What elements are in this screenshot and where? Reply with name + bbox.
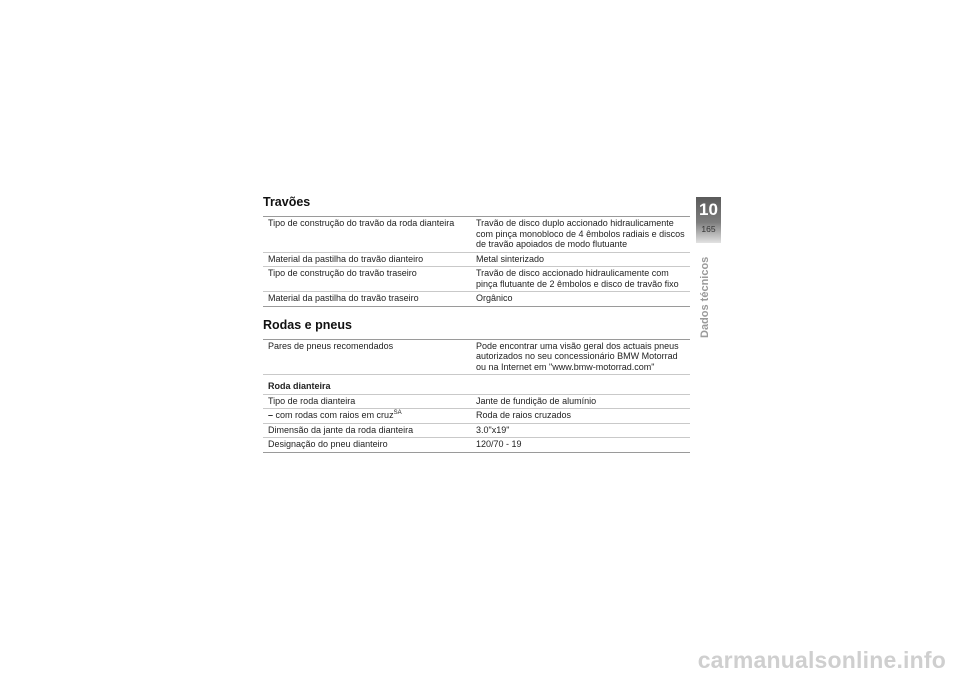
table-row bbox=[263, 292, 690, 307]
section-heading-wheels: Rodas e pneus bbox=[263, 317, 352, 332]
table-row bbox=[263, 409, 690, 424]
row-value: 3.0"x19" bbox=[471, 423, 690, 438]
option-label-text: com rodas com raios em cruz bbox=[275, 410, 394, 420]
row-value: Orgânico bbox=[471, 292, 690, 307]
row-label: Material da pastilha do travão traseiro bbox=[263, 292, 471, 307]
row-value: Jante de fundição de alumínio bbox=[471, 394, 690, 409]
brakes-table bbox=[263, 216, 690, 307]
row-value: 120/70 - 19 bbox=[471, 438, 690, 453]
row-label: Tipo de construção do travão traseiro bbox=[263, 267, 471, 292]
table-row bbox=[263, 339, 690, 375]
content-area bbox=[263, 195, 690, 453]
row-value: Travão de disco accionado hidraulicamente com pinça flutuante de 2 êmbolos e disco de travão fixo bbox=[471, 267, 690, 292]
table-row bbox=[263, 394, 690, 409]
table-row bbox=[263, 438, 690, 453]
row-value: Travão de disco duplo accionado hidraulicamente com pinça monobloco de 4 êmbolos radiais e discos de travão apoiados de modo flutuante bbox=[471, 217, 690, 253]
row-label: Designação do pneu dianteiro bbox=[263, 438, 471, 453]
table-row bbox=[263, 267, 690, 292]
subheading-front-wheel: Roda dianteira bbox=[263, 375, 690, 395]
row-label: Tipo de roda dianteira bbox=[263, 394, 471, 409]
watermark: carmanualsonline.info bbox=[697, 647, 946, 673]
row-label: Dimensão da jante da roda dianteira bbox=[263, 423, 471, 438]
option-sup: SA bbox=[393, 410, 402, 416]
row-label: Material da pastilha do travão dianteiro bbox=[263, 252, 471, 267]
row-label-option bbox=[263, 409, 471, 424]
row-label: Pares de pneus recomendados bbox=[263, 339, 471, 375]
row-label: Tipo de construção do travão da roda dianteira bbox=[263, 217, 471, 253]
wheels-table bbox=[263, 339, 690, 453]
page-number: 165 bbox=[701, 224, 716, 234]
row-value: Roda de raios cruzados bbox=[471, 409, 690, 424]
section-heading-brakes: Travões bbox=[263, 195, 311, 209]
row-value: Metal sinterizado bbox=[471, 252, 690, 267]
table-row bbox=[263, 252, 690, 267]
dash-bullet-icon: – bbox=[268, 410, 274, 420]
table-row bbox=[263, 217, 690, 253]
table-row bbox=[263, 423, 690, 438]
row-value: Pode encontrar uma visão geral dos actuais pneus autorizados no seu concessionário BMW Motorrad ou na Internet em "www.bmw-motorrad.com" bbox=[471, 339, 690, 375]
chapter-number: 10 bbox=[699, 200, 718, 219]
chapter-title-vertical: Dados técnicos bbox=[699, 256, 711, 338]
subheading-row bbox=[263, 375, 690, 395]
